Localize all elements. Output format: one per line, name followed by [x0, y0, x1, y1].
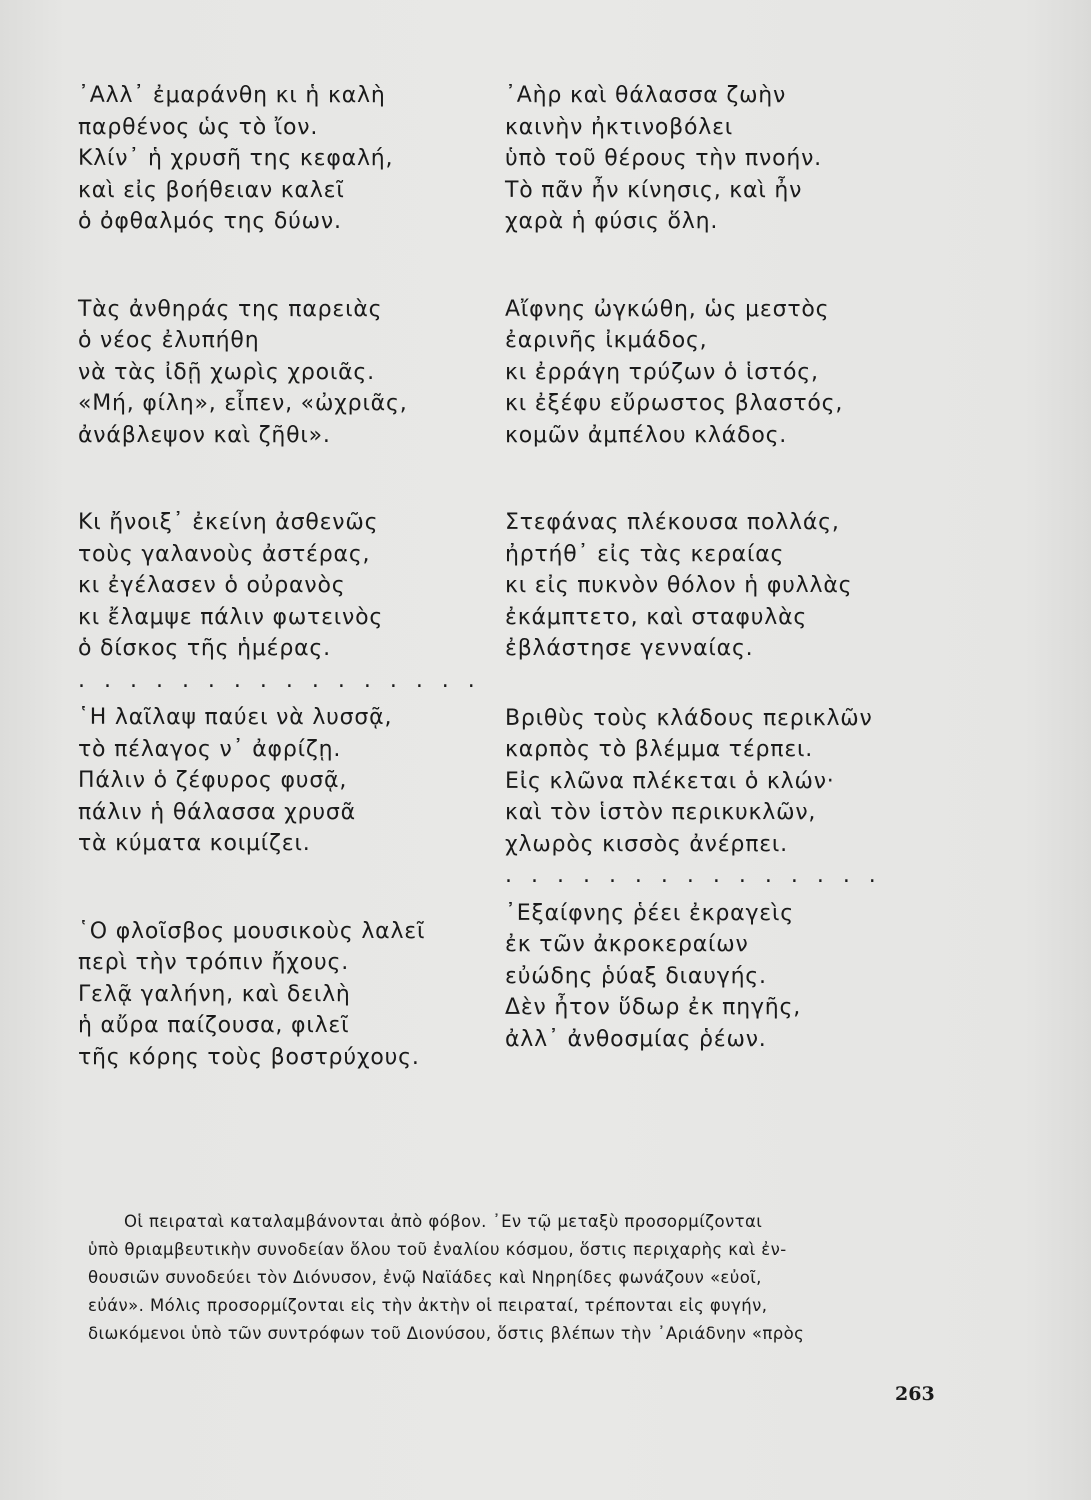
prose-line: θουσιῶν συνοδεύει τὸν Διόνυσον, ἐνῷ Ναϊάδες καὶ Νηρηίδες φωνάζουν «εὐοῖ,	[88, 1268, 762, 1287]
verse-line: κι ἐξέφυ εὔρωστος βλαστός,	[505, 391, 844, 416]
verse-line: ὑπὸ τοῦ θέρους τὴν πνοήν.	[505, 146, 822, 171]
verse-line: ὁ νέος ἐλυπήθη	[78, 328, 260, 353]
verse-line: ᾿Εξαίφνης ῥέει ἐκραγεὶς	[505, 900, 794, 926]
verse-line: χαρὰ ἡ φύσις ὅλη.	[505, 209, 719, 234]
verse-line: Τὰς ἀνθηράς της παρειὰς	[78, 296, 383, 322]
verse-line: εὐώδης ῥύαξ διαυγής.	[505, 963, 767, 989]
poem-left-column	[78, 80, 481, 1073]
verse-line: κι ἔλαμψε πάλιν φωτεινὸς	[78, 604, 384, 630]
stanza	[505, 898, 945, 1056]
prose-paragraph	[88, 1208, 938, 1348]
stanza	[505, 294, 945, 452]
stanza	[78, 702, 478, 860]
poem-right-column	[505, 80, 945, 1055]
verse-line: περὶ τὴν τρόπιν ἤχους.	[78, 950, 349, 975]
verse-line: καὶ τὸν ἱστὸν περικυκλῶν,	[505, 800, 817, 825]
verse-line: ἠρτήθ᾿ εἰς τὰς κεραίας	[505, 541, 785, 567]
prose-line: ὑπὸ θριαμβευτικὴν συνοδείαν ὅλου τοῦ ἐναλίου κόσμου, ὅστις περιχαρὴς καὶ ἐν-	[88, 1240, 787, 1259]
prose-line: εὐάν». Μόλις προσορμίζονται εἰς τὴν ἀκτὴν οἱ πειραταί, τρέπονται εἰς φυγήν,	[88, 1296, 768, 1315]
verse-line: ἐβλάστησε γενναίας.	[505, 636, 754, 661]
verse-line: ἀλλ᾿ ἀνθοσμίας ῥέων.	[505, 1026, 767, 1052]
verse-line: παρθένος ὡς τὸ ἴον.	[78, 114, 319, 140]
verse-line: πάλιν ἡ θάλασσα χρυσᾶ	[78, 799, 356, 825]
prose-line: Οἱ πειραταὶ καταλαμβάνονται ἀπὸ φόβον. ᾿Εν τῷ μεταξὺ προσορμίζονται	[124, 1212, 763, 1231]
ellipsis-dots: . . . . . . . . . . . . . . .	[505, 863, 882, 888]
verse-line: καινὴν ἠκτινοβόλει	[505, 114, 734, 140]
verse-line: Δὲν ἦτον ὕδωρ ἐκ πηγῆς,	[505, 995, 802, 1020]
verse-line: ᾿Αλλ᾿ ἐμαράνθη κι ἡ καλὴ	[78, 83, 386, 108]
verse-line: καρπὸς τὸ βλέμμα τέρπει.	[505, 737, 814, 762]
verse-line: Κι ἤνοιξ᾿ ἐκείνη ἀσθενῶς	[78, 510, 379, 535]
verse-line: χλωρὸς κισσὸς ἀνέρπει.	[505, 831, 788, 857]
verse-line: κι ἐγέλασεν ὁ οὐρανὸς	[78, 573, 346, 598]
prose-line: διωκόμενοι ὑπὸ τῶν συντρόφων τοῦ Διονύσου, ὅστις βλέπων τὴν ᾿Αριάδνην «πρὸς	[88, 1324, 805, 1343]
verse-line: ῾Η λαῖλαψ παύει νὰ λυσσᾷ,	[78, 705, 393, 730]
verse-line: τὰ κύματα κοιμίζει.	[78, 831, 311, 856]
verse-line: τὸ πέλαγος ν᾿ ἀφρίζῃ.	[78, 736, 342, 762]
page-number: 263	[895, 1383, 935, 1405]
verse-line: τῆς κόρης τοὺς βοστρύχους.	[78, 1044, 420, 1070]
stanza	[78, 916, 478, 1074]
verse-line: Τὸ πᾶν ἦν κίνησις, καὶ ἦν	[505, 177, 803, 203]
verse-line: κομῶν ἀμπέλου κλάδος.	[505, 422, 788, 448]
verse-line: Πάλιν ὁ ζέφυρος φυσᾷ,	[78, 768, 348, 793]
verse-line: κι εἰς πυκνὸν θόλον ἡ φυλλὰς	[505, 573, 853, 598]
verse-line: τοὺς γαλανοὺς ἀστέρας,	[78, 541, 371, 567]
verse-line: ἐκάμπτετο, καὶ σταφυλὰς	[505, 604, 808, 630]
verse-line: νὰ τὰς ἰδῇ χωρὶς χροιᾶς.	[78, 359, 375, 385]
verse-line: Στεφάνας πλέκουσα πολλάς,	[505, 510, 840, 535]
verse-line: Βριθὺς τοὺς κλάδους περικλῶν	[505, 705, 873, 731]
verse-line: ἐαρινῆς ἰκμάδος,	[505, 328, 708, 353]
stanza	[505, 80, 945, 238]
verse-line: καὶ εἰς βοήθειαν καλεῖ	[78, 177, 345, 203]
stanza	[505, 507, 945, 665]
verse-line: ἐκ τῶν ἀκροκεραίων	[505, 932, 749, 957]
verse-line: ὁ ὀφθαλμός της δύων.	[78, 209, 342, 234]
stanza	[505, 703, 945, 861]
stanza	[78, 80, 478, 238]
stanza	[78, 507, 478, 665]
verse-line: Εἰς κλῶνα πλέκεται ὁ κλών·	[505, 768, 835, 794]
verse-line: Κλίν᾿ ἡ χρυσῆ της κεφαλή,	[78, 146, 394, 171]
verse-line: κι ἐρράγη τρύζων ὁ ἱστός,	[505, 359, 819, 385]
verse-line: ἡ αὔρα παίζουσα, φιλεῖ	[78, 1013, 350, 1038]
stanza	[78, 294, 478, 452]
verse-line: ῾Ο φλοῖσβος μουσικοὺς λαλεῖ	[78, 918, 426, 944]
verse-line: ὁ δίσκος τῆς ἡμέρας.	[78, 636, 331, 661]
verse-line: ᾿Αὴρ καὶ θάλασσα ζωὴν	[505, 83, 787, 108]
verse-line: Γελᾷ γαλήνη, καὶ δειλὴ	[78, 981, 351, 1007]
verse-line: «Μή, φίλη», εἶπεν, «ὠχριᾶς,	[78, 391, 408, 416]
verse-line: ἀνάβλεψον καὶ ζῆθι».	[78, 422, 331, 448]
verse-line: Αἴφνης ὠγκώθη, ὡς μεστὸς	[505, 296, 830, 322]
ellipsis-dots: . . . . . . . . . . . . . . . .	[78, 667, 481, 693]
